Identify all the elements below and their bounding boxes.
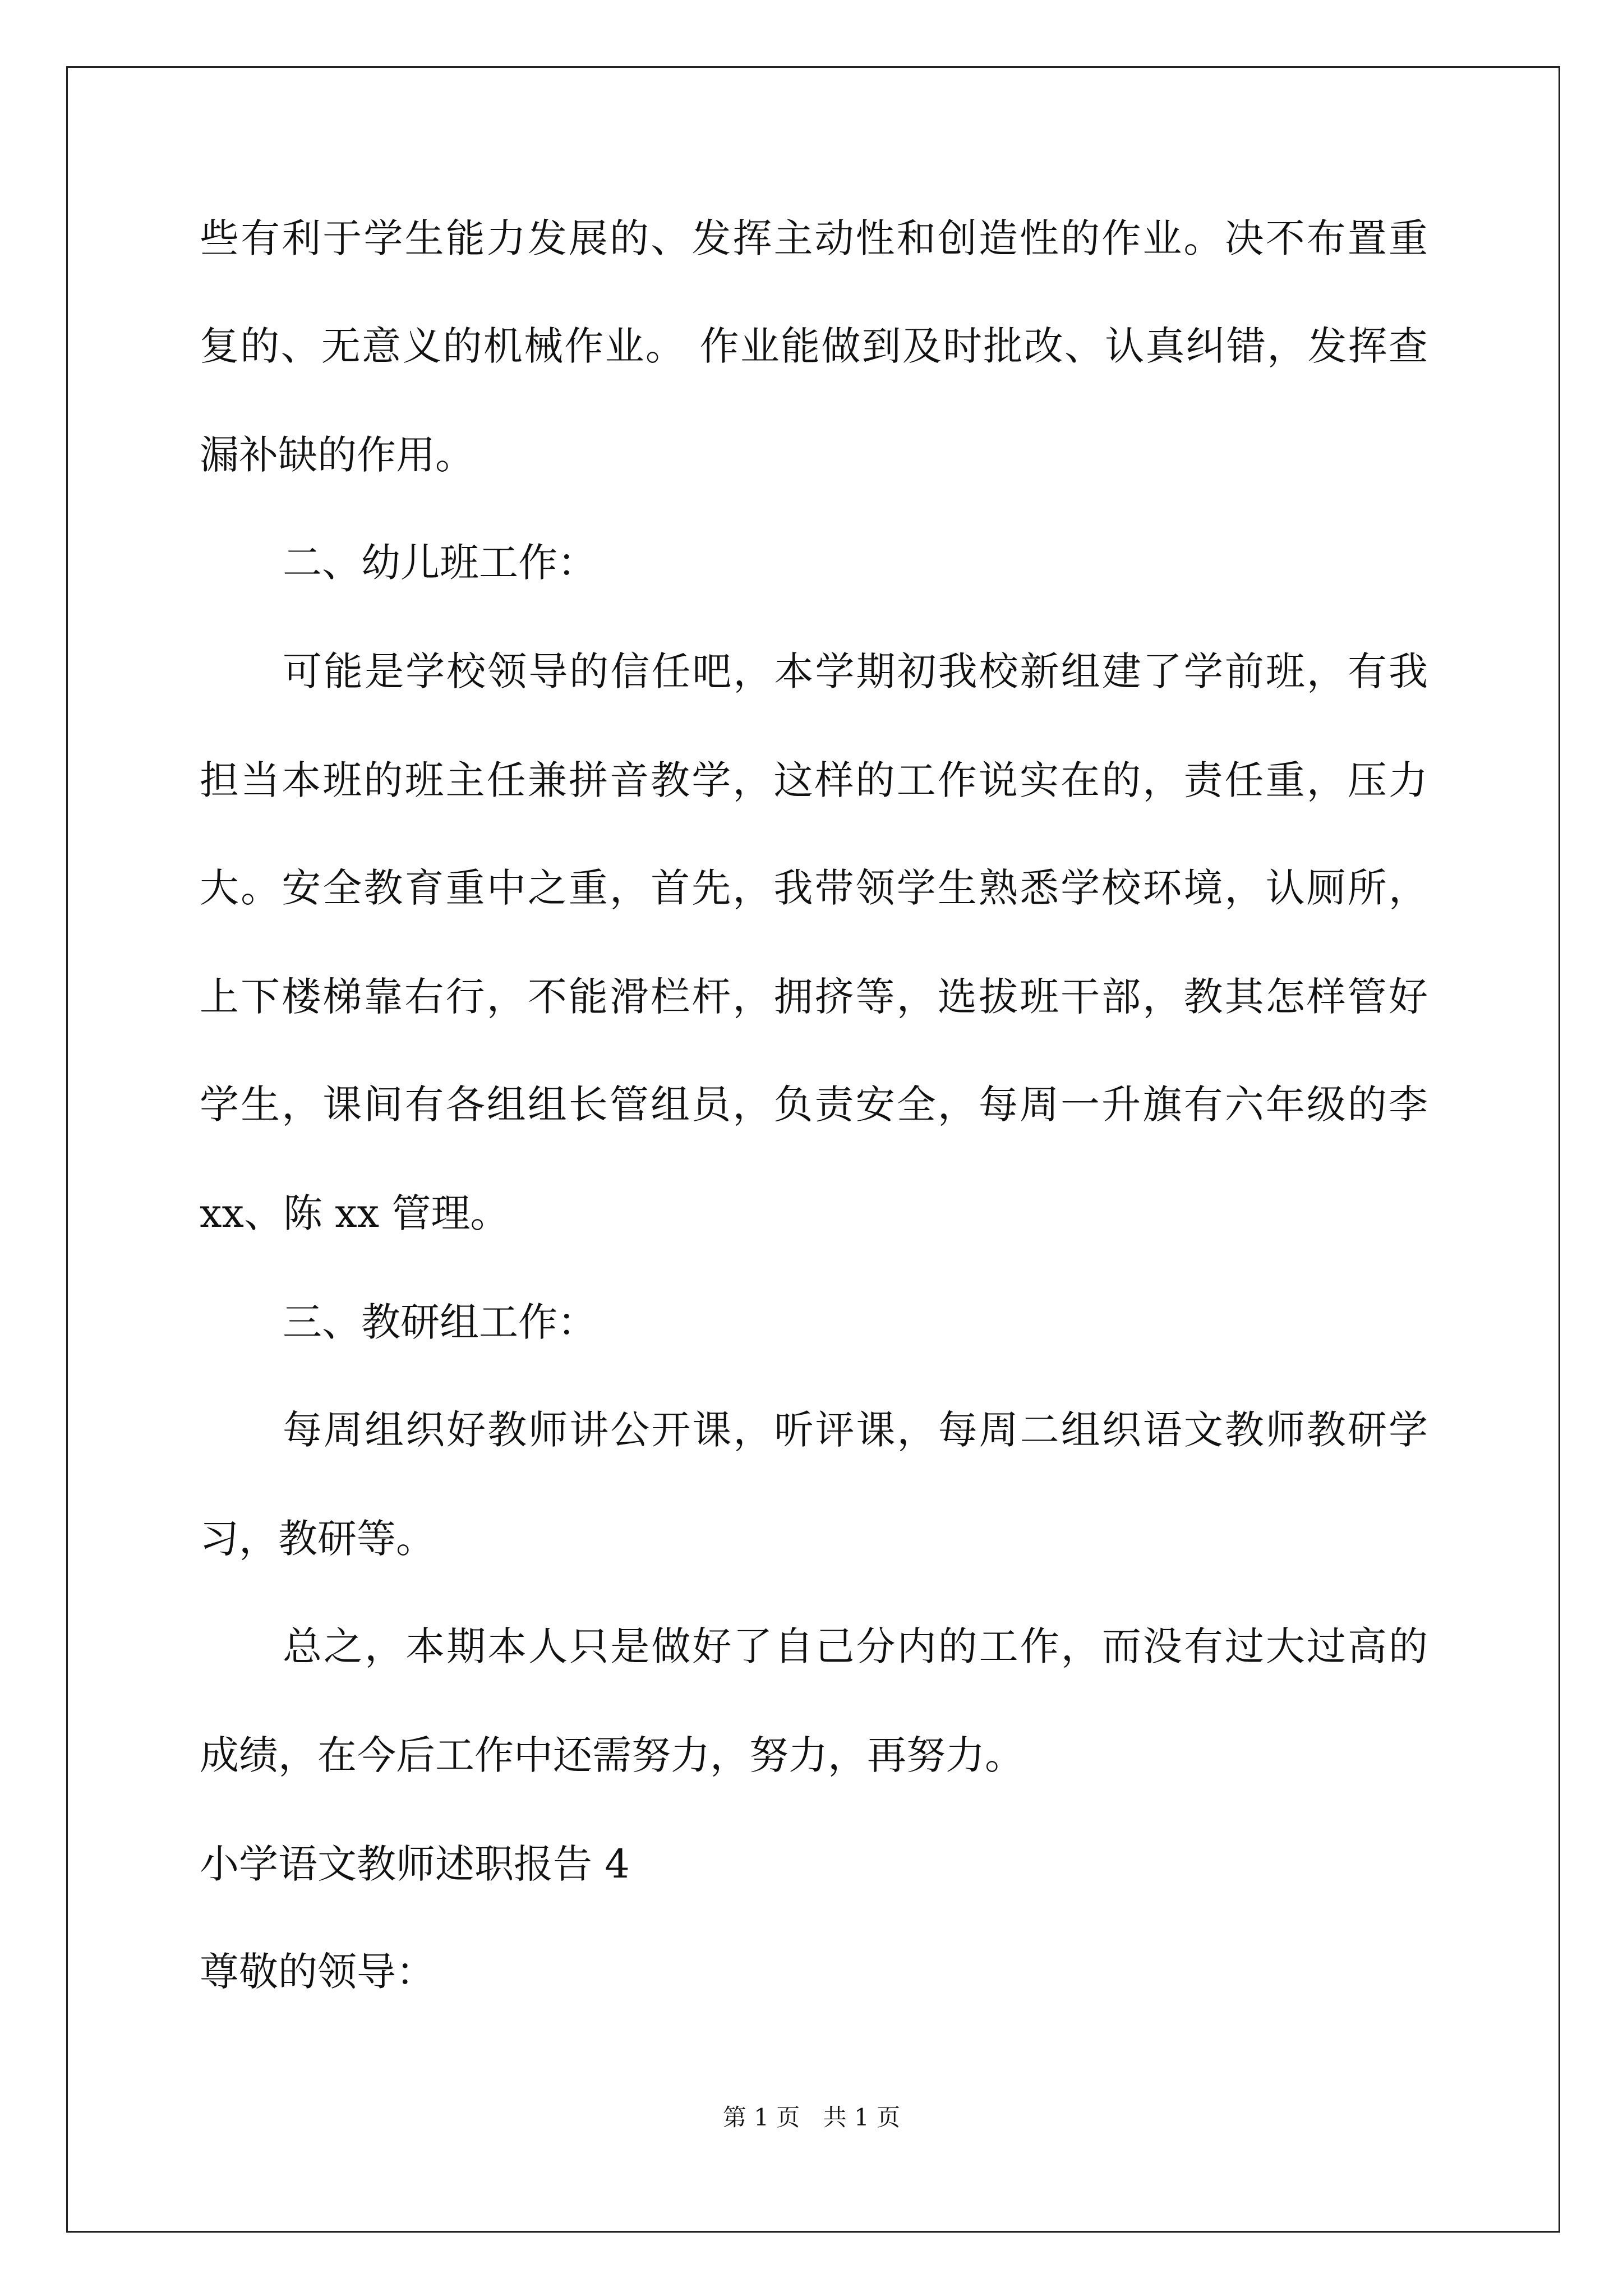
text-line: 每周组织好教师讲公开课，听评课，每周二组织语文教师教研学 <box>283 1407 1428 1453</box>
page-footer <box>0 2099 1623 2133</box>
text-line: 复的、无意义的机械作业。 作业能做到及时批改、认真纠错，发挥查 <box>200 323 1428 369</box>
text-line: 学生，课间有各组组长管组员，负责安全，每周一升旗有六年级的李 <box>200 1082 1428 1128</box>
text-line: 成绩，在今后工作中还需努力，努力，再努力。 <box>200 1732 1024 1778</box>
text-line: 上下楼梯靠右行，不能滑栏杆，拥挤等，选拔班干部，教其怎样管好 <box>200 974 1428 1020</box>
text-line: 总之，本期本人只是做好了自己分内的工作，而没有过大过高的 <box>283 1623 1428 1669</box>
text-line: 大。安全教育重中之重，首先，我带领学生熟悉学校环境，认厕所， <box>200 865 1428 911</box>
text-line: xx、陈 xx 管理。 <box>200 1190 510 1236</box>
page-total: 共 1 页 <box>823 2104 901 2131</box>
page-number: 第 1 页 <box>722 2104 800 2131</box>
text-line: 些有利于学生能力发展的、发挥主动性和创造性的作业。决不布置重 <box>200 215 1428 261</box>
text-line: 漏补缺的作用。 <box>200 432 474 478</box>
document-title: 小学语文教师述职报告 4 <box>200 1841 630 1887</box>
text-line: 担当本班的班主任兼拼音教学，这样的工作说实在的，责任重，压力 <box>200 757 1428 803</box>
section-heading: 二、幼儿班工作： <box>283 540 597 586</box>
page-border <box>66 66 1560 2233</box>
section-heading: 三、教研组工作： <box>283 1299 597 1345</box>
salutation: 尊敬的领导： <box>200 1949 435 1995</box>
text-line: 可能是学校领导的信任吧，本学期初我校新组建了学前班，有我 <box>283 648 1428 694</box>
text-line: 习，教研等。 <box>200 1516 435 1562</box>
